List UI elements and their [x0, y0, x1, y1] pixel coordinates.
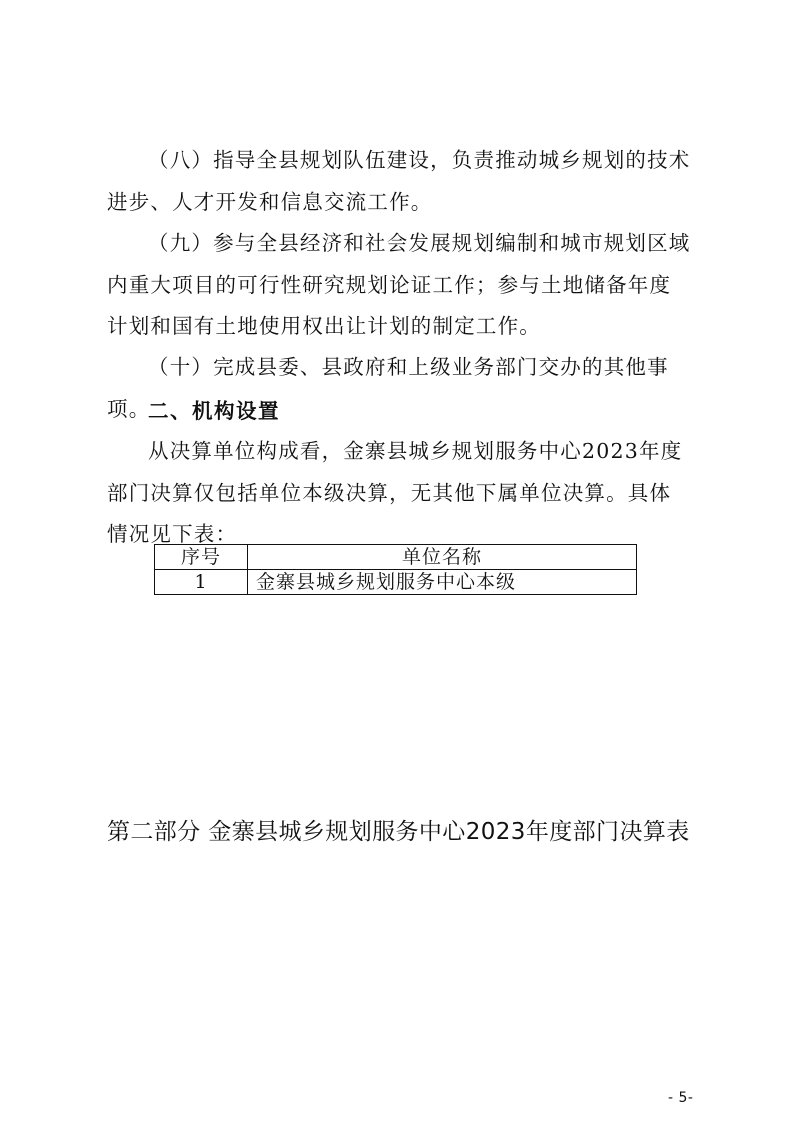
part-title: 第二部分 金寨县城乡规划服务中心2023年度部门决算表	[107, 819, 690, 845]
table-header-index: 序号	[155, 545, 248, 570]
paragraph-organization-body: 从决算单位构成看，金寨县城乡规划服务中心2023年度部门决算仅包括单位本级决算，无其他下属单位决算。具体情况见下表：	[107, 439, 683, 546]
paragraph-item-9: （九）参与全县经济和社会发展规划编制和城市规划区域内重大项目的可行性研究规划论证工作；参与土地储备年度计划和国有土地使用权出让计划的制定工作。	[107, 231, 691, 338]
table-header-row	[155, 545, 637, 570]
paragraph-item-10: （十）完成县委、县政府和上级业务部门交办的其他事项。	[107, 355, 669, 421]
table-cell-index: 1	[155, 570, 248, 595]
section-heading-organization: 二、机构设置	[148, 399, 280, 423]
table-row	[155, 570, 637, 595]
table-header-unit-name: 单位名称	[248, 545, 637, 570]
table-cell-unit-name: 金寨县城乡规划服务中心本级	[248, 570, 637, 595]
paragraph-item-8: （八）指导全县规划队伍建设，负责推动城乡规划的技术进步、人才开发和信息交流工作。	[107, 148, 691, 214]
page-number: - 5-	[668, 1090, 694, 1106]
unit-table	[154, 544, 637, 595]
